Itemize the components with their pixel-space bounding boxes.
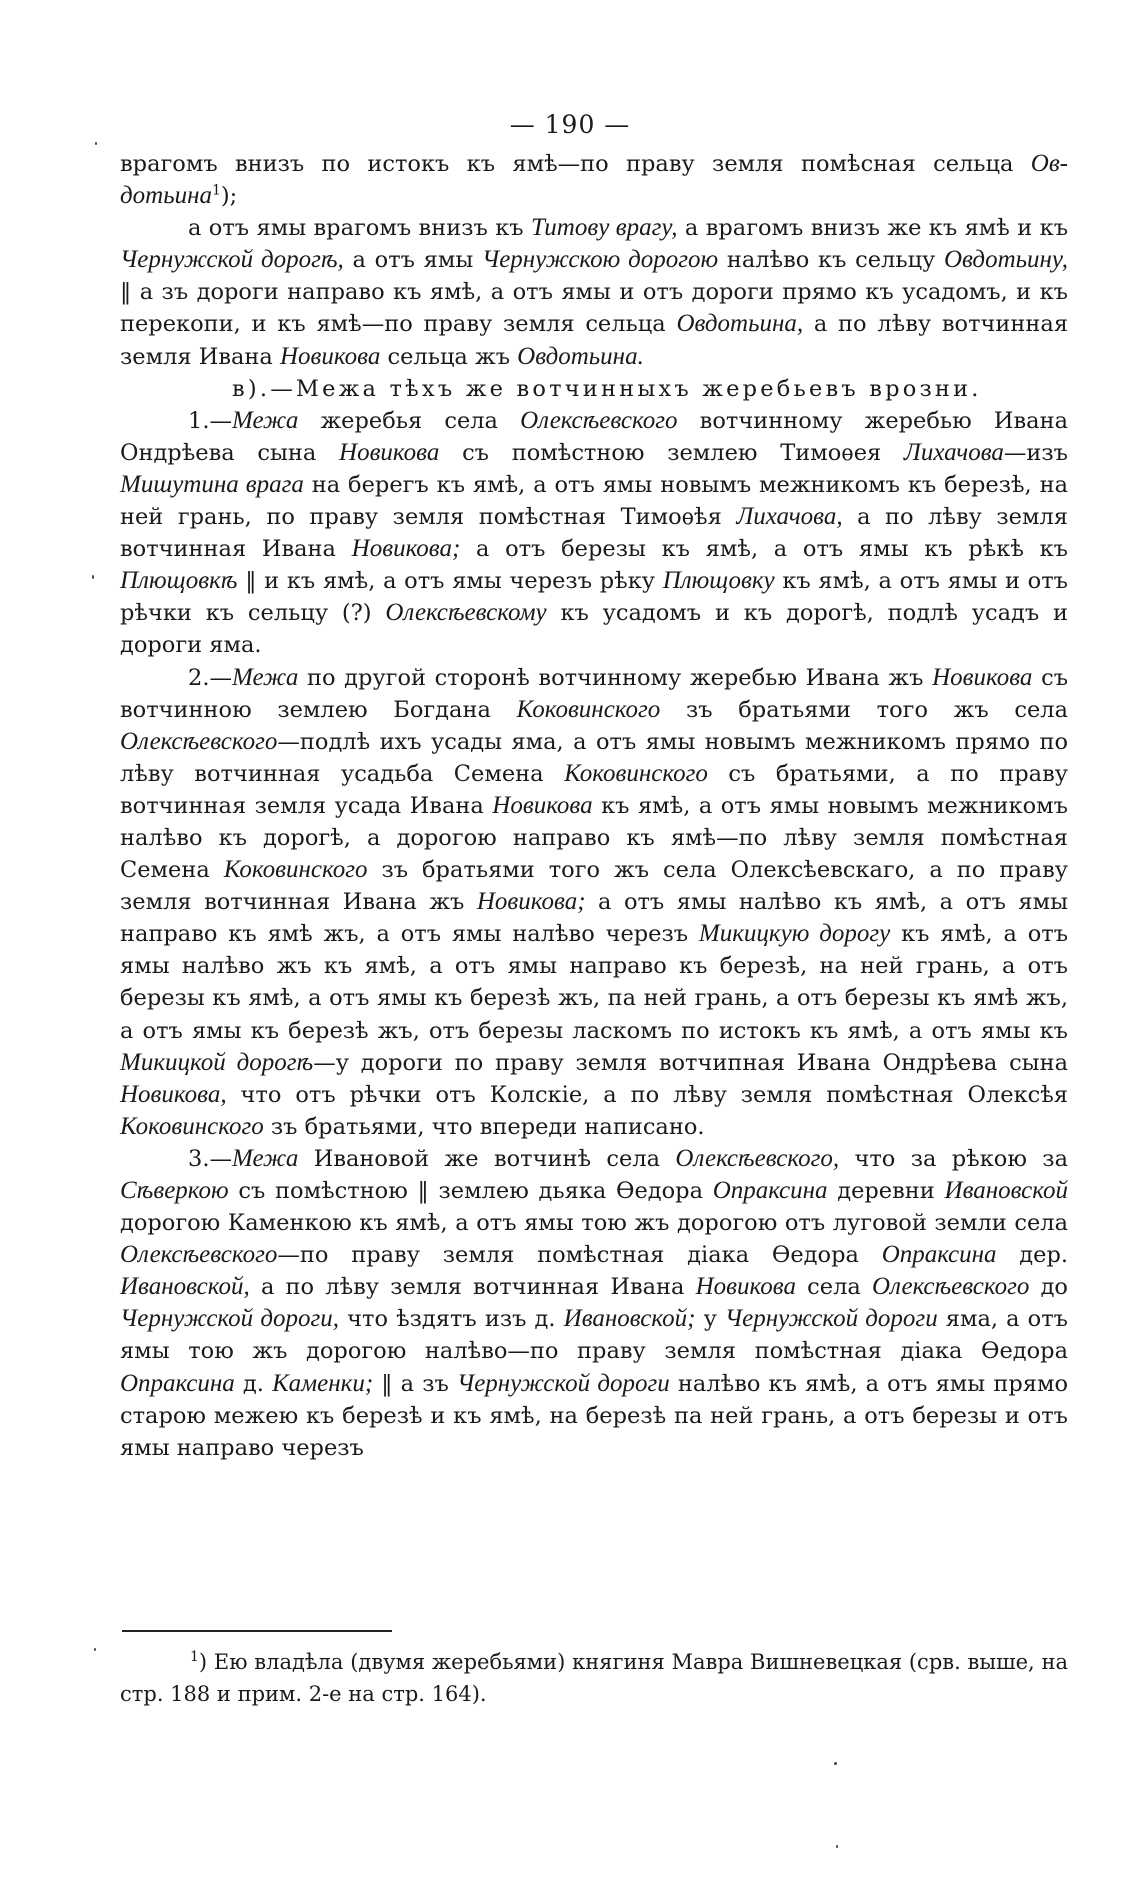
italic-name: Олексѣевского, xyxy=(675,1144,840,1172)
italic-name: Микицкой дорогѣ xyxy=(120,1048,314,1076)
italic-name: Микицкую дорогу xyxy=(698,920,891,948)
italic-name: Коковинского xyxy=(564,759,708,787)
italic-name: Ивановской, xyxy=(120,1273,250,1301)
italic-name: Новикова; xyxy=(351,535,461,563)
text-run: что отъ рѣчки отъ Колскіе, а по лѣву земля помѣстная Олексѣя xyxy=(226,1081,1068,1108)
text-run: до xyxy=(1029,1274,1068,1301)
footnote-reference: 1 xyxy=(211,182,221,199)
text-run: а по лѣву вотчинная земля Ивана xyxy=(120,311,1069,370)
italic-name: Новикова xyxy=(695,1273,796,1301)
text-run: ); xyxy=(220,183,238,210)
text-run: налѣво къ сельцу xyxy=(718,247,944,274)
page-number: — 190 — xyxy=(509,110,631,139)
text-run: деревни xyxy=(827,1178,945,1204)
text-run: ‖ а зъ xyxy=(373,1370,457,1397)
text-run: ‖ а зъ дороги направо къ ямѣ, а отъ ямы и отъ дороги прямо къ усадомъ, и къ перекопи, и къ ямѣ—по праву земля сельца xyxy=(120,279,1068,338)
scan-speck xyxy=(94,1648,96,1651)
text-run: къ ямѣ, а отъ ямы и отъ рѣчки къ сельцу (?) xyxy=(120,568,1068,627)
text-run: а отъ ямы врагомъ внизъ къ xyxy=(188,215,531,242)
footnote-divider xyxy=(122,1630,392,1632)
italic-name: Сѣверкою xyxy=(120,1177,229,1204)
scan-speck xyxy=(95,142,97,145)
italic-name: Новикова, xyxy=(120,1080,227,1108)
italic-name: Олексѣевского xyxy=(120,727,278,755)
scan-speck xyxy=(836,1845,838,1848)
text-run: Ивановой же вотчинѣ села xyxy=(298,1145,676,1172)
text-run: къ ямѣ, а отъ ямы новымъ межникомъ налѣво къ дорогѣ, а дорогою направо къ ямѣ—по лѣву земля помѣстная Семена xyxy=(120,792,1068,884)
text-run: у xyxy=(695,1306,725,1333)
text-run: а отъ ямы налѣво къ ямѣ, а отъ ямы направо къ ямѣ жъ, а отъ ямы налѣво черезъ xyxy=(120,889,1068,948)
italic-name: Чернужской дороги xyxy=(456,1369,670,1397)
italic-name: Межа xyxy=(231,406,299,434)
text-run: къ ямѣ, а отъ ямы налѣво жъ къ ямѣ, а отъ ямы направо къ березѣ, на ней грань, а отъ березы къ ямѣ, а отъ ямы къ березѣ жъ, па ней грань, а отъ березы къ ямѣ жъ, а отъ ямы къ березѣ жъ, отъ березы ласкомъ по истокъ къ ямѣ, а отъ ямы къ xyxy=(120,921,1069,1044)
text-run: а отъ ямы xyxy=(343,247,482,274)
text-run: по другой сторонѣ вотчинному жеребью Ивана жъ xyxy=(298,664,933,691)
text-run: 3.— xyxy=(188,1145,232,1172)
italic-name: Коковинского xyxy=(223,856,368,884)
text-run: зъ братьями того жъ села Олексѣевскаго, а по праву земля вотчинная Ивана жъ xyxy=(120,857,1068,916)
italic-name: Мишутина врага xyxy=(120,470,304,498)
text-run: дорогою Каменкою къ ямѣ, а отъ ямы тою жъ дорогою отъ луговой земли села xyxy=(120,1210,1068,1237)
text-run: села xyxy=(795,1274,872,1301)
italic-name: Ивановской; xyxy=(563,1305,696,1333)
text-run: —у дороги по праву земля вотчипная Ивана Ондрѣева сына xyxy=(313,1049,1068,1076)
text-run: зъ братьями того жъ села xyxy=(660,696,1068,723)
text-run: сельца жъ xyxy=(380,343,518,370)
text-run: что за рѣкою за xyxy=(839,1145,1068,1172)
text-run: зъ братьями, что впереди написано. xyxy=(263,1113,705,1140)
footnote-text: ) Ею владѣла (двумя жеребьями) княгиня Мавра Вишневецкая (срв. выше, на стр. 188 и прим. 2-е на стр. 164). xyxy=(120,1650,1068,1706)
paragraph xyxy=(120,212,1068,372)
scan-speck xyxy=(834,1762,837,1765)
italic-name: Чернужской дороги, xyxy=(120,1305,340,1333)
text-run: къ усадомъ и къ дорогѣ, подлѣ усадъ и дороги яма. xyxy=(120,600,1068,659)
text-run: врагомъ внизъ по истокъ къ ямѣ—по праву земля помѣсная сельца xyxy=(120,151,1031,177)
italic-name: Межа xyxy=(231,1144,299,1172)
text-run: а отъ березы къ ямѣ, а отъ ямы къ рѣкѣ къ xyxy=(460,536,1068,563)
italic-name: Овдотьину, xyxy=(944,246,1069,274)
italic-name: Новикова; xyxy=(476,888,586,916)
text-run: съ помѣстною землею Тимоѳея xyxy=(439,439,904,466)
italic-name: Межа xyxy=(231,663,299,691)
italic-name: Овдотьина. xyxy=(517,342,644,370)
paragraph xyxy=(120,405,1068,662)
body-text xyxy=(120,148,1068,1464)
italic-name: Новикова xyxy=(339,438,440,466)
text-run: что ѣздятъ изъ д. xyxy=(339,1306,564,1333)
italic-name: Плющовкѣ xyxy=(120,567,238,595)
text-run: съ вотчинною землею Богдана xyxy=(120,664,1069,723)
italic-name: Опраксина xyxy=(881,1241,997,1269)
text-run: а врагомъ внизъ же къ ямѣ и къ xyxy=(677,215,1069,242)
text-run: —по праву земля помѣстная діака Ѳедора xyxy=(277,1242,882,1269)
paragraph xyxy=(120,148,1068,212)
italic-name: Чернужскою дорогою xyxy=(481,246,719,274)
italic-name: Овдотьина, xyxy=(676,310,804,338)
italic-name: Олексѣевскому xyxy=(385,599,547,627)
italic-name: Олексѣевского xyxy=(520,406,678,434)
text-run: съ помѣстною ‖ землею дьяка Ѳедора xyxy=(228,1178,713,1204)
text-run: на берегъ къ ямѣ, а отъ ямы новымъ межникомъ къ березѣ, на ней грань, по праву земля помѣстная Тимоѳѣя xyxy=(120,471,1068,531)
italic-name: Олексѣевского xyxy=(120,1241,278,1269)
italic-name: Чернужской дорогѣ, xyxy=(120,246,344,274)
text-run: съ братьями, а по праву вотчинная земля усада Ивана xyxy=(120,760,1068,819)
italic-name: Новикова xyxy=(932,663,1033,691)
italic-name: Коковинского xyxy=(120,1112,264,1140)
italic-name: Каменки; xyxy=(272,1369,374,1397)
paragraph xyxy=(120,1143,1068,1464)
scan-speck xyxy=(92,575,94,579)
italic-name: Ивановской xyxy=(944,1177,1069,1204)
text-run: а по лѣву земля вотчинная Ивана xyxy=(120,504,1068,563)
text-run: д. xyxy=(234,1370,273,1397)
paragraph xyxy=(120,662,1068,1143)
italic-name: Лихачова xyxy=(903,438,1004,466)
text-run: дер. xyxy=(996,1242,1068,1269)
text-run: —подлѣ ихъ усады яма, а отъ ямы новымъ межникомъ прямо по лѣву вотчинная усадьба Семена xyxy=(120,728,1068,787)
text-run: яма, а отъ ямы тою жъ дорогою налѣво—по праву земля помѣстная діака Ѳедора xyxy=(120,1306,1068,1365)
italic-name: Коковинского xyxy=(516,695,661,723)
footnote-marker: 1 xyxy=(190,1649,199,1665)
italic-name: Плющовку xyxy=(662,567,775,595)
text-run: а по лѣву земля вотчинная Ивана xyxy=(249,1274,696,1301)
italic-name: Новикова xyxy=(492,791,593,819)
italic-name: Титову врагу, xyxy=(530,214,678,242)
text-run: ‖ и къ ямѣ, а отъ ямы черезъ рѣку xyxy=(237,568,663,595)
text-run: 2.— xyxy=(188,664,232,691)
italic-name: Опраксина xyxy=(120,1369,235,1397)
italic-name: Опраксина xyxy=(712,1177,828,1204)
text-run: налѣво къ ямѣ, а отъ ямы прямо старою межею къ березѣ и къ ямѣ, на березѣ па ней грань, а отъ березы и отъ ямы направо черезъ xyxy=(120,1370,1068,1461)
italic-name: Новикова xyxy=(280,342,381,370)
text-run: 1.— xyxy=(188,407,232,434)
footnote xyxy=(120,1646,1068,1710)
footnote-paragraph xyxy=(120,1646,1068,1710)
italic-name: Овдотьина xyxy=(120,150,1068,210)
text-run: в).—Межа тѣхъ же вотчинныхъ жеребьевъ врозни. xyxy=(232,375,982,402)
text-run: жеребья села xyxy=(298,407,521,434)
section-heading xyxy=(120,373,1068,405)
italic-name: Олексѣевского xyxy=(871,1273,1030,1301)
italic-name: Лихачова, xyxy=(736,503,843,531)
text-run: —изъ xyxy=(1003,439,1068,466)
italic-name: Чернужской дороги xyxy=(724,1305,938,1333)
text-run: вотчинному жеребью Ивана Ондрѣева сына xyxy=(120,407,1068,466)
